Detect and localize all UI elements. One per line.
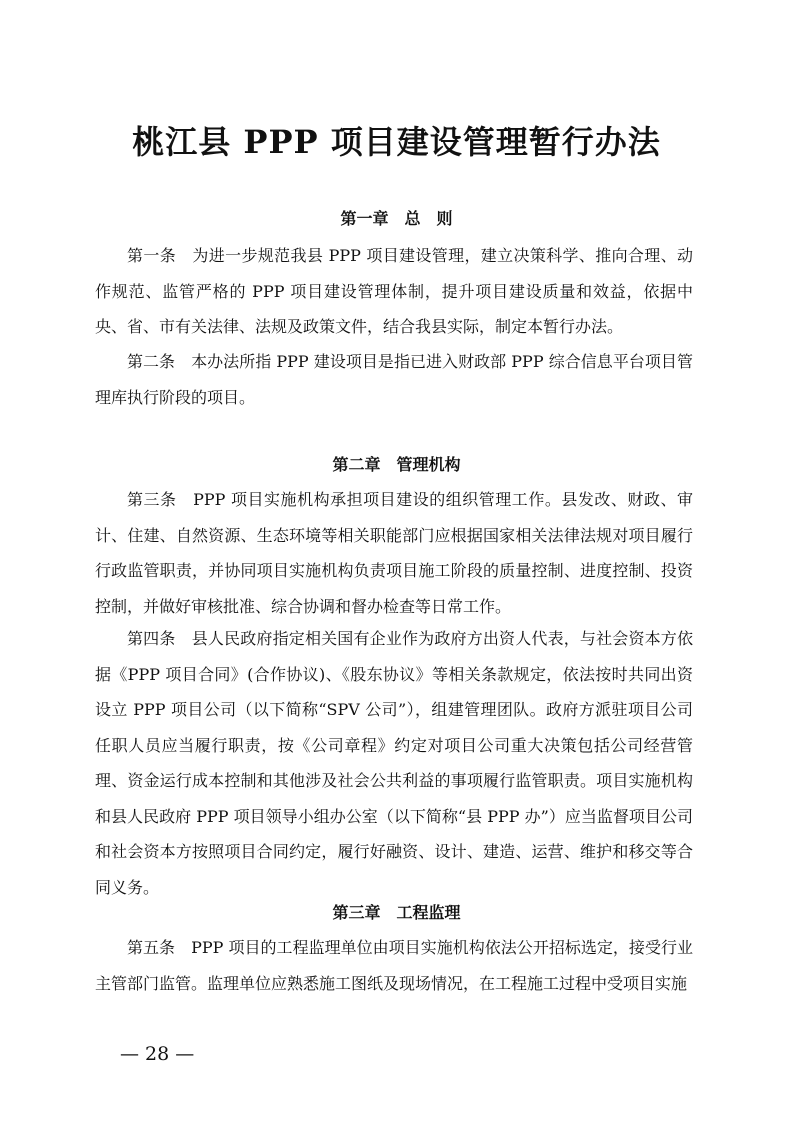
article-paragraph — [95, 238, 693, 345]
chapter-heading-1: 第一章 总 则 — [340, 209, 453, 228]
article-text: PPP 项目实施机构承担项目建设的组织管理工作。县发改、财政、审计、住建、自然资源、生态环境等相关职能部门应根据国家相关法律法规对项目履行行政监管职责，并协同项目实施机构负责项目施工阶段的质量控制、进度控制、投资控制，并做好审核批准、综合协调和督办检查等日常工作。 — [95, 490, 693, 616]
document-title: 桃江县 PPP 项目建设管理暂行办法 — [132, 123, 661, 161]
article-paragraph — [95, 621, 693, 905]
article-label: 第五条 — [127, 938, 176, 957]
article-label: 第一条 — [127, 246, 177, 265]
article-label: 第三条 — [127, 490, 177, 509]
article-text: 县人民政府指定相关国有企业作为政府方出资人代表，与社会资本方依据《PPP 项目合同》(合作协议)、《股东协议》等相关条款规定，依法按时共同出资设立 PPP 项目公司（以下简称“SPV 公司”），组建管理团队。政府方派驻项目公司任职人员应当履行职责，按《公司章程》约定对项目公司重大决策包括公司经营管理、资金运行成本控制和其他涉及社会公共利益的事项履行监管职责。项目实施机构和县人民政府 PPP 项目领导小组办公室（以下简称“县 PPP 办”）应当监督项目公司和社会资本方按照项目合同约定，履行好融资、设计、建造、运营、维护和移交等合同义务。 — [95, 629, 693, 897]
chapter-heading-3: 第三章 工程监理 — [332, 903, 461, 922]
article-text: 本办法所指 PPP 建设项目是指已进入财政部 PPP 综合信息平台项目管理库执行阶段的项目。 — [95, 352, 693, 407]
chapter-heading-2: 第二章 管理机构 — [332, 455, 461, 474]
article-label: 第二条 — [127, 352, 176, 371]
article-paragraph — [95, 930, 693, 1001]
article-paragraph — [95, 482, 693, 624]
article-paragraph — [95, 344, 693, 415]
article-label: 第四条 — [127, 629, 176, 648]
article-text: PPP 项目的工程监理单位由项目实施机构依法公开招标选定，接受行业主管部门监管。监理单位应熟悉施工图纸及现场情况，在工程施工过程中受项目实施 — [95, 938, 693, 993]
article-text: 为进一步规范我县 PPP 项目建设管理，建立决策科学、推向合理、动作规范、监管严格的 PPP 项目建设管理体制，提升项目建设质量和效益，依据中央、省、市有关法律、法规及政策文件，结合我县实际，制定本暂行办法。 — [95, 246, 693, 336]
page-number: — 28 — — [120, 1043, 195, 1065]
